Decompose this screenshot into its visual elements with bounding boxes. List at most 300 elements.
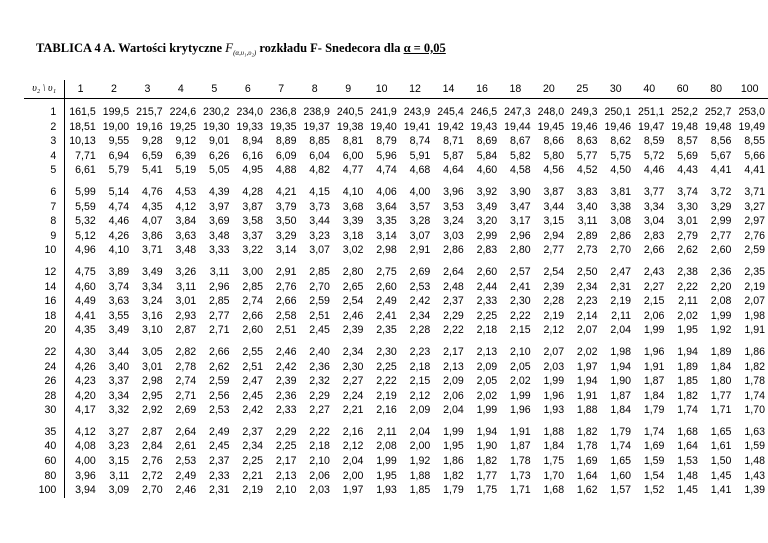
table-cell: 3,27 [744, 200, 765, 213]
table-cell: 3,15 [543, 215, 565, 228]
table-cell: 3,47 [510, 200, 531, 213]
table-cell: 2,91 [275, 265, 297, 278]
table-cell: 3,32 [108, 404, 130, 417]
table-cell: 2,85 [208, 295, 230, 308]
table-cell: 5,69 [677, 149, 698, 162]
table-cell: 8,55 [744, 135, 765, 148]
table-cell: 4,12 [75, 425, 96, 438]
corner-label: υ₂ \ υ₁ [24, 80, 65, 99]
table-cell: 1,87 [510, 440, 531, 453]
table-cell: 252,2 [671, 106, 698, 118]
row-header: 80 [24, 469, 65, 484]
row-header: 35 [24, 425, 65, 440]
table-cell: 1,62 [576, 484, 598, 497]
table-cell: 4,88 [275, 164, 297, 177]
table-cell: 2,66 [275, 295, 297, 308]
table-cell: 3,29 [710, 200, 732, 213]
table-cell: 2,54 [543, 265, 565, 278]
table-cell: 4,64 [443, 164, 464, 177]
table-cell: 2,25 [242, 455, 264, 468]
table-cell: 1,79 [643, 404, 665, 417]
table-cell: 6,39 [175, 149, 197, 162]
table-cell: 3,09 [108, 484, 130, 497]
table-cell: 1,99 [443, 425, 464, 438]
table-cell: 2,76 [142, 455, 163, 468]
table-cell: 1,39 [744, 484, 765, 497]
table-cell: 6,26 [208, 149, 230, 162]
table-cell: 2,71 [208, 324, 230, 337]
table-cell: 1,68 [677, 425, 698, 438]
table-cell: 4,74 [108, 200, 130, 213]
table-cell: 3,49 [108, 324, 130, 337]
table-cell: 1,94 [677, 345, 698, 358]
table-cell: 4,30 [75, 345, 96, 358]
table-cell: 2,25 [275, 440, 297, 453]
table-cell: 1,93 [376, 484, 397, 497]
table-cell: 2,32 [309, 375, 330, 388]
table-cell: 19,47 [637, 120, 665, 133]
table-cell: 5,80 [543, 149, 565, 162]
row-header: 24 [24, 360, 65, 375]
table-row [24, 309, 768, 324]
table-cell: 2,43 [643, 265, 665, 278]
table-cell: 3,87 [242, 200, 264, 213]
table-cell: 2,35 [376, 324, 397, 337]
table-cell: 2,60 [376, 280, 397, 293]
table-cell: 19,35 [269, 120, 297, 133]
table-cell: 2,09 [443, 375, 464, 388]
table-cell: 3,34 [142, 280, 163, 293]
table-cell: 2,15 [409, 375, 431, 388]
table-cell: 2,08 [710, 295, 732, 308]
table-cell: 1,61 [710, 440, 732, 453]
table-cell: 2,16 [376, 404, 397, 417]
spacer-cell [65, 338, 768, 345]
table-cell: 5,84 [476, 149, 498, 162]
table-cell: 1,96 [543, 389, 565, 402]
table-cell: 3,77 [643, 185, 665, 198]
table-row [24, 105, 768, 120]
table-cell: 3,44 [309, 215, 330, 228]
table-cell: 2,51 [242, 360, 264, 373]
table-cell: 1,82 [744, 360, 765, 373]
table-cell: 3,16 [142, 309, 163, 322]
table-cell: 3,38 [610, 200, 631, 213]
row-header: 4 [24, 149, 65, 164]
table-cell: 1,75 [543, 455, 565, 468]
table-cell: 2,59 [744, 244, 765, 257]
row-header: 26 [24, 374, 65, 389]
table-cell: 5,82 [510, 149, 531, 162]
table-cell: 5,87 [443, 149, 464, 162]
table-cell: 234,0 [236, 106, 264, 118]
column-header-row [24, 80, 768, 99]
table-cell: 1,79 [610, 425, 631, 438]
table-cell: 2,86 [610, 229, 631, 242]
table-cell: 2,29 [443, 309, 464, 322]
table-cell: 3,10 [142, 324, 163, 337]
table-cell: 2,08 [376, 440, 397, 453]
table-cell: 2,28 [409, 324, 431, 337]
table-cell: 1,99 [643, 324, 665, 337]
table-cell: 2,28 [543, 295, 565, 308]
table-cell: 19,43 [470, 120, 498, 133]
table-cell: 1,59 [744, 440, 765, 453]
table-cell: 1,78 [576, 440, 598, 453]
table-cell: 5,19 [175, 164, 197, 177]
table-cell: 5,66 [744, 149, 765, 162]
table-cell: 4,00 [409, 185, 431, 198]
title-prefix: TABLICA 4 A. Wartości krytyczne [36, 41, 222, 55]
column-header: 5 [199, 80, 232, 99]
table-cell: 2,33 [275, 404, 297, 417]
table-cell: 4,53 [175, 185, 197, 198]
row-header: 3 [24, 134, 65, 149]
column-header: 25 [567, 80, 600, 99]
row-header: 1 [24, 105, 65, 120]
table-cell: 2,33 [476, 295, 498, 308]
table-cell: 19,46 [571, 120, 598, 133]
table-cell: 2,76 [275, 280, 297, 293]
table-row [24, 389, 768, 404]
table-cell: 4,74 [376, 164, 397, 177]
table-cell: 1,84 [710, 360, 732, 373]
table-cell: 2,31 [610, 280, 631, 293]
table-cell: 4,82 [309, 164, 330, 177]
table-cell: 4,26 [108, 229, 130, 242]
table-cell: 1,93 [543, 404, 565, 417]
table-cell: 19,41 [403, 120, 431, 133]
table-cell: 2,44 [476, 280, 498, 293]
table-cell: 3,29 [275, 229, 297, 242]
table-cell: 1,89 [677, 360, 698, 373]
table-cell: 1,90 [476, 440, 498, 453]
table-cell: 2,49 [376, 295, 397, 308]
table-cell: 1,98 [744, 309, 765, 322]
group-spacer [24, 338, 768, 345]
table-cell: 6,61 [75, 164, 96, 177]
table-cell: 3,08 [610, 215, 631, 228]
table-cell: 2,70 [610, 244, 631, 257]
spacer-cell [65, 178, 768, 185]
column-header: 7 [266, 80, 299, 99]
table-cell: 1,64 [677, 440, 698, 453]
table-cell: 5,91 [409, 149, 431, 162]
table-cell: 3,05 [142, 345, 163, 358]
row-header: 10 [24, 243, 65, 258]
spacer-cell [24, 418, 65, 425]
table-cell: 3,73 [309, 200, 330, 213]
group-spacer [24, 258, 768, 265]
table-cell: 1,73 [510, 469, 531, 482]
table-cell: 1,84 [643, 389, 665, 402]
table-cell: 2,37 [443, 295, 464, 308]
table-cell: 4,76 [142, 185, 163, 198]
table-row [24, 149, 768, 164]
row-header: 7 [24, 200, 65, 215]
table-cell: 3,74 [677, 185, 698, 198]
table-cell: 2,10 [510, 345, 531, 358]
table-cell: 2,00 [342, 469, 364, 482]
table-cell: 3,11 [577, 215, 598, 228]
table-cell: 2,89 [576, 229, 598, 242]
f-symbol: F [225, 40, 234, 55]
table-cell: 9,01 [208, 135, 230, 148]
table-cell: 245,4 [437, 106, 464, 118]
table-cell: 248,0 [537, 106, 565, 118]
table-cell: 1,91 [510, 425, 531, 438]
table-cell: 2,12 [342, 440, 364, 453]
table-cell: 6,16 [242, 149, 264, 162]
table-cell: 3,35 [376, 215, 397, 228]
table-cell: 8,89 [275, 135, 297, 148]
row-header: 9 [24, 229, 65, 244]
table-cell: 2,21 [242, 469, 264, 482]
table-cell: 2,19 [543, 309, 565, 322]
table-cell: 8,74 [409, 135, 431, 148]
table-cell: 1,60 [610, 469, 631, 482]
table-cell: 1,82 [476, 455, 498, 468]
table-cell: 3,48 [208, 229, 230, 242]
table-row [24, 294, 768, 309]
table-cell: 19,25 [169, 120, 197, 133]
table-cell: 2,05 [510, 360, 531, 373]
column-header: 2 [99, 80, 132, 99]
table-cell: 4,52 [576, 164, 598, 177]
table-cell: 1,92 [710, 324, 732, 337]
row-header: 40 [24, 439, 65, 454]
table-cell: 252,7 [704, 106, 732, 118]
table-cell: 1,88 [576, 404, 598, 417]
table-cell: 2,06 [643, 309, 665, 322]
table-cell: 3,18 [342, 229, 364, 242]
table-cell: 3,03 [443, 229, 464, 242]
table-cell: 1,88 [409, 469, 431, 482]
table-cell: 6,00 [342, 149, 364, 162]
table-cell: 2,98 [142, 375, 163, 388]
row-header: 5 [24, 163, 65, 178]
table-cell: 3,34 [108, 389, 130, 402]
table-cell: 2,95 [142, 389, 163, 402]
table-cell: 2,79 [677, 229, 698, 242]
table-cell: 2,25 [476, 309, 498, 322]
column-header: 3 [132, 80, 165, 99]
table-cell: 2,12 [543, 324, 565, 337]
table-cell: 2,09 [476, 360, 498, 373]
table-cell: 1,74 [643, 425, 665, 438]
table-cell: 2,91 [409, 244, 431, 257]
table-cell: 2,49 [208, 425, 230, 438]
table-cell: 1,68 [543, 484, 565, 497]
table-cell: 2,46 [175, 484, 197, 497]
table-cell: 3,71 [744, 185, 765, 198]
table-cell: 3,87 [543, 185, 565, 198]
group-spacer [24, 418, 768, 425]
table-cell: 4,21 [275, 185, 297, 198]
table-cell: 19,00 [102, 120, 130, 133]
table-cell: 4,95 [242, 164, 264, 177]
spacer-cell [24, 178, 65, 185]
table-cell: 1,74 [744, 389, 765, 402]
table-cell: 1,97 [576, 360, 598, 373]
table-cell: 1,88 [543, 425, 565, 438]
table-row [24, 425, 768, 440]
table-cell: 2,76 [744, 229, 765, 242]
column-header: 1 [65, 80, 99, 99]
table-cell: 2,39 [342, 324, 364, 337]
table-row [24, 120, 768, 135]
table-cell: 9,55 [108, 135, 130, 148]
table-cell: 1,90 [610, 375, 631, 388]
table-cell: 2,06 [309, 469, 330, 482]
table-cell: 2,51 [309, 309, 330, 322]
table-cell: 3,37 [242, 229, 264, 242]
table-cell: 1,59 [643, 455, 665, 468]
table-cell: 2,23 [409, 345, 431, 358]
column-header: 10 [366, 80, 399, 99]
table-cell: 2,13 [476, 345, 498, 358]
table-cell: 1,96 [643, 345, 665, 358]
table-cell: 3,84 [175, 215, 197, 228]
table-row [24, 439, 768, 454]
column-header: 60 [667, 80, 700, 99]
table-cell: 8,56 [710, 135, 732, 148]
table-cell: 2,69 [409, 265, 431, 278]
table-cell: 2,18 [476, 324, 498, 337]
table-cell: 1,65 [610, 455, 631, 468]
table-cell: 3,74 [108, 280, 130, 293]
table-cell: 6,09 [275, 149, 297, 162]
table-cell: 1,84 [543, 440, 565, 453]
column-header: 40 [634, 80, 667, 99]
table-cell: 236,8 [269, 106, 297, 118]
table-cell: 3,11 [109, 469, 130, 482]
table-cell: 2,06 [443, 389, 464, 402]
table-row [24, 483, 768, 498]
table-cell: 2,23 [576, 295, 598, 308]
table-cell: 2,99 [476, 229, 498, 242]
table-cell: 1,78 [510, 455, 531, 468]
table-cell: 4,46 [643, 164, 665, 177]
table-cell: 19,40 [370, 120, 397, 133]
table-cell: 2,17 [443, 345, 464, 358]
table-cell: 251,1 [637, 106, 665, 118]
table-cell: 240,5 [336, 106, 364, 118]
table-cell: 2,54 [342, 295, 364, 308]
table-cell: 3,89 [108, 265, 130, 278]
table-cell: 1,84 [610, 404, 631, 417]
table-cell: 2,61 [175, 440, 197, 453]
table-cell: 5,75 [610, 149, 631, 162]
table-cell: 2,04 [610, 324, 631, 337]
table-row [24, 323, 768, 338]
table-cell: 4,07 [142, 215, 163, 228]
table-cell: 4,43 [677, 164, 698, 177]
table-cell: 3,07 [409, 229, 431, 242]
table-cell: 2,57 [510, 265, 531, 278]
table-cell: 2,84 [142, 440, 163, 453]
table-cell: 2,83 [476, 244, 498, 257]
table-cell: 1,74 [610, 440, 631, 453]
table-cell: 1,50 [710, 455, 732, 468]
table-cell: 2,75 [376, 265, 397, 278]
table-cell: 10,13 [69, 135, 96, 148]
table-cell: 5,96 [376, 149, 397, 162]
table-cell: 3,55 [108, 309, 130, 322]
table-cell: 249,3 [571, 106, 598, 118]
table-cell: 2,30 [342, 360, 364, 373]
table-cell: 3,58 [242, 215, 264, 228]
table-cell: 2,05 [476, 375, 498, 388]
table-cell: 3,01 [677, 215, 698, 228]
table-cell: 2,64 [443, 265, 464, 278]
table-cell: 1,82 [443, 469, 464, 482]
table-cell: 2,09 [409, 404, 431, 417]
row-header: 22 [24, 345, 65, 360]
table-cell: 1,95 [677, 324, 698, 337]
table-cell: 8,67 [510, 135, 531, 148]
table-cell: 5,99 [75, 185, 96, 198]
table-cell: 2,53 [208, 404, 230, 417]
table-cell: 4,23 [75, 375, 96, 388]
table-cell: 2,22 [309, 425, 330, 438]
table-cell: 3,81 [610, 185, 631, 198]
row-header: 100 [24, 483, 65, 498]
table-cell: 3,68 [342, 200, 364, 213]
table-row [24, 134, 768, 149]
table-cell: 3,39 [342, 215, 364, 228]
table-cell: 4,41 [75, 309, 96, 322]
table-cell: 1,91 [576, 389, 598, 402]
table-cell: 2,34 [409, 309, 431, 322]
table-cell: 2,34 [242, 440, 264, 453]
table-cell: 2,96 [510, 229, 531, 242]
table-cell: 5,72 [643, 149, 665, 162]
table-cell: 1,99 [376, 455, 397, 468]
table-cell: 1,52 [643, 484, 665, 497]
table-cell: 2,70 [309, 280, 330, 293]
table-cell: 2,46 [275, 345, 297, 358]
table-cell: 2,72 [142, 469, 163, 482]
table-cell: 4,17 [75, 404, 96, 417]
table-cell: 5,14 [108, 185, 130, 198]
column-header: 18 [500, 80, 533, 99]
table-cell: 2,14 [576, 309, 598, 322]
table-cell: 2,87 [175, 324, 197, 337]
column-header: 80 [701, 80, 734, 99]
table-cell: 5,05 [208, 164, 230, 177]
table-cell: 1,91 [643, 360, 665, 373]
table-cell: 3,96 [443, 185, 464, 198]
table-cell: 2,45 [309, 324, 330, 337]
table-cell: 18,51 [69, 120, 96, 133]
table-cell: 8,81 [342, 135, 364, 148]
table-cell: 1,65 [710, 425, 732, 438]
table-cell: 2,07 [576, 324, 598, 337]
row-header: 2 [24, 120, 65, 135]
table-cell: 2,51 [275, 324, 297, 337]
table-cell: 247,3 [504, 106, 531, 118]
table-cell: 8,66 [543, 135, 565, 148]
table-cell: 4,41 [710, 164, 732, 177]
table-cell: 2,22 [510, 309, 531, 322]
table-row [24, 243, 768, 258]
table-cell: 2,78 [175, 360, 197, 373]
table-cell: 1,77 [710, 389, 732, 402]
table-cell: 4,68 [409, 164, 431, 177]
table-cell: 2,36 [710, 265, 732, 278]
table-cell: 3,14 [275, 244, 297, 257]
